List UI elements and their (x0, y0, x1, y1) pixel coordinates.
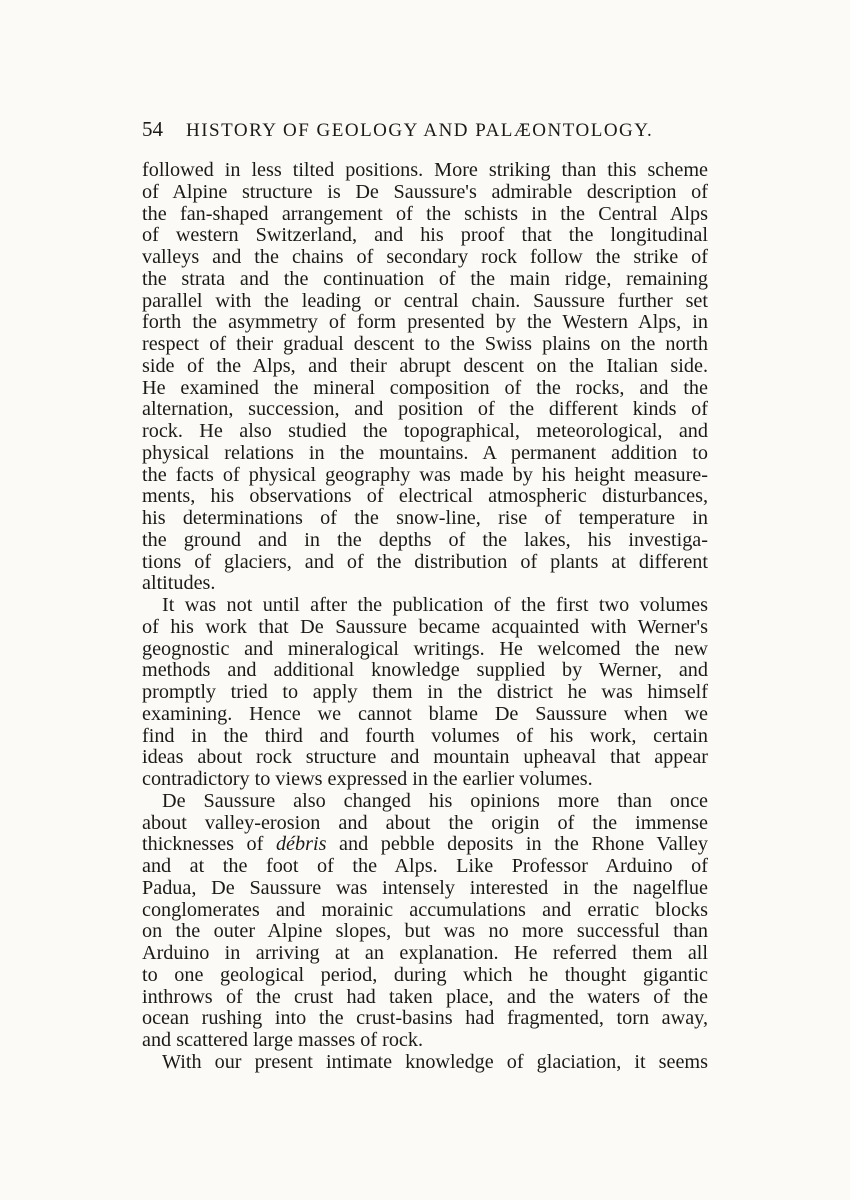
text-line: geognostic and mineralogical writings. He welcomed the new (142, 637, 708, 660)
text-line: parallel with the leading or central chain. Saussure further set (142, 289, 708, 312)
text-line: and scattered large masses of rock. (142, 1029, 424, 1051)
text-line: thicknesses of débris and pebble deposits in the Rhone Valley (142, 833, 708, 856)
text-line: of western Switzerland, and his proof that the longitudinal (142, 224, 708, 247)
italic-word: débris (275, 833, 327, 856)
text-line: the strata and the continuation of the main ridge, remaining (142, 267, 708, 290)
running-head (142, 117, 708, 143)
text-line: ocean rushing into the crust-basins had fragmented, torn away, (142, 1007, 708, 1030)
text-line: With our present intimate knowledge of glaciation, it seems (162, 1050, 708, 1073)
text-line: forth the asymmetry of form presented by the Western Alps, in (142, 311, 708, 334)
text-line: physical relations in the mountains. A permanent addition to (142, 441, 708, 464)
text-line: promptly tried to apply them in the district he was himself (142, 681, 708, 703)
text-line: the facts of physical geography was made by his height measure- (142, 463, 708, 486)
text-line: Arduino in arriving at an explanation. He referred them all (142, 942, 708, 964)
text-line: It was not until after the publication of the first two volumes (162, 594, 708, 616)
text-line: rock. He also studied the topographical, meteorological, and (142, 420, 708, 442)
text-line: contradictory to views expressed in the earlier volumes. (142, 768, 593, 790)
text-line: ideas about rock structure and mountain upheaval that appear (142, 746, 708, 769)
text-line: the ground and in the depths of the lakes, his investiga- (142, 528, 708, 551)
text-line: on the outer Alpine slopes, but was no more successful than (142, 920, 708, 943)
text-line: respect of their gradual descent to the Swiss plains on the north (142, 333, 708, 355)
text-line: and at the foot of the Alps. Like Professor Arduino of (142, 855, 708, 877)
text-line: tions of glaciers, and of the distribution of plants at different (142, 550, 708, 573)
running-title: HISTORY OF GEOLOGY AND PALÆONTOLOGY. (186, 120, 654, 141)
text-line: Padua, De Saussure was intensely interested in the nagelflue (142, 876, 708, 899)
text-line: examining. Hence we cannot blame De Saussure when we (142, 702, 708, 725)
text-line: valleys and the chains of secondary rock follow the strike of (142, 246, 708, 268)
text-line: about valley-erosion and about the origin of the immense (142, 811, 708, 834)
body-text (142, 160, 708, 1074)
text-line: to one geological period, during which he thought gigantic (142, 963, 708, 986)
text-line: De Saussure also changed his opinions more than once (162, 789, 708, 812)
text-line: of Alpine structure is De Saussure's admirable description of (142, 180, 708, 203)
text-line: ments, his observations of electrical atmospheric disturbances, (142, 485, 708, 508)
text-line: his determinations of the snow-line, rise of temperature in (142, 507, 708, 529)
text-line: inthrows of the crust had taken place, and the waters of the (142, 985, 708, 1008)
text-line: He examined the mineral composition of the rocks, and the (142, 376, 708, 399)
text-line: followed in less tilted positions. More striking than this scheme (142, 159, 708, 181)
text-line: the fan-shaped arrangement of the schists in the Central Alps (142, 202, 708, 225)
text-line: find in the third and fourth volumes of his work, certain (142, 724, 708, 747)
text-line: side of the Alps, and their abrupt descent on the Italian side. (142, 354, 708, 377)
page-number: 54 (142, 117, 163, 141)
text-line: conglomerates and morainic accumulations and erratic blocks (142, 898, 708, 921)
text-line: methods and additional knowledge supplied by Werner, and (142, 659, 708, 682)
text-line: of his work that De Saussure became acquainted with Werner's (142, 615, 708, 638)
text-line: altitudes. (142, 572, 216, 595)
text-line: alternation, succession, and position of the different kinds of (142, 398, 708, 421)
